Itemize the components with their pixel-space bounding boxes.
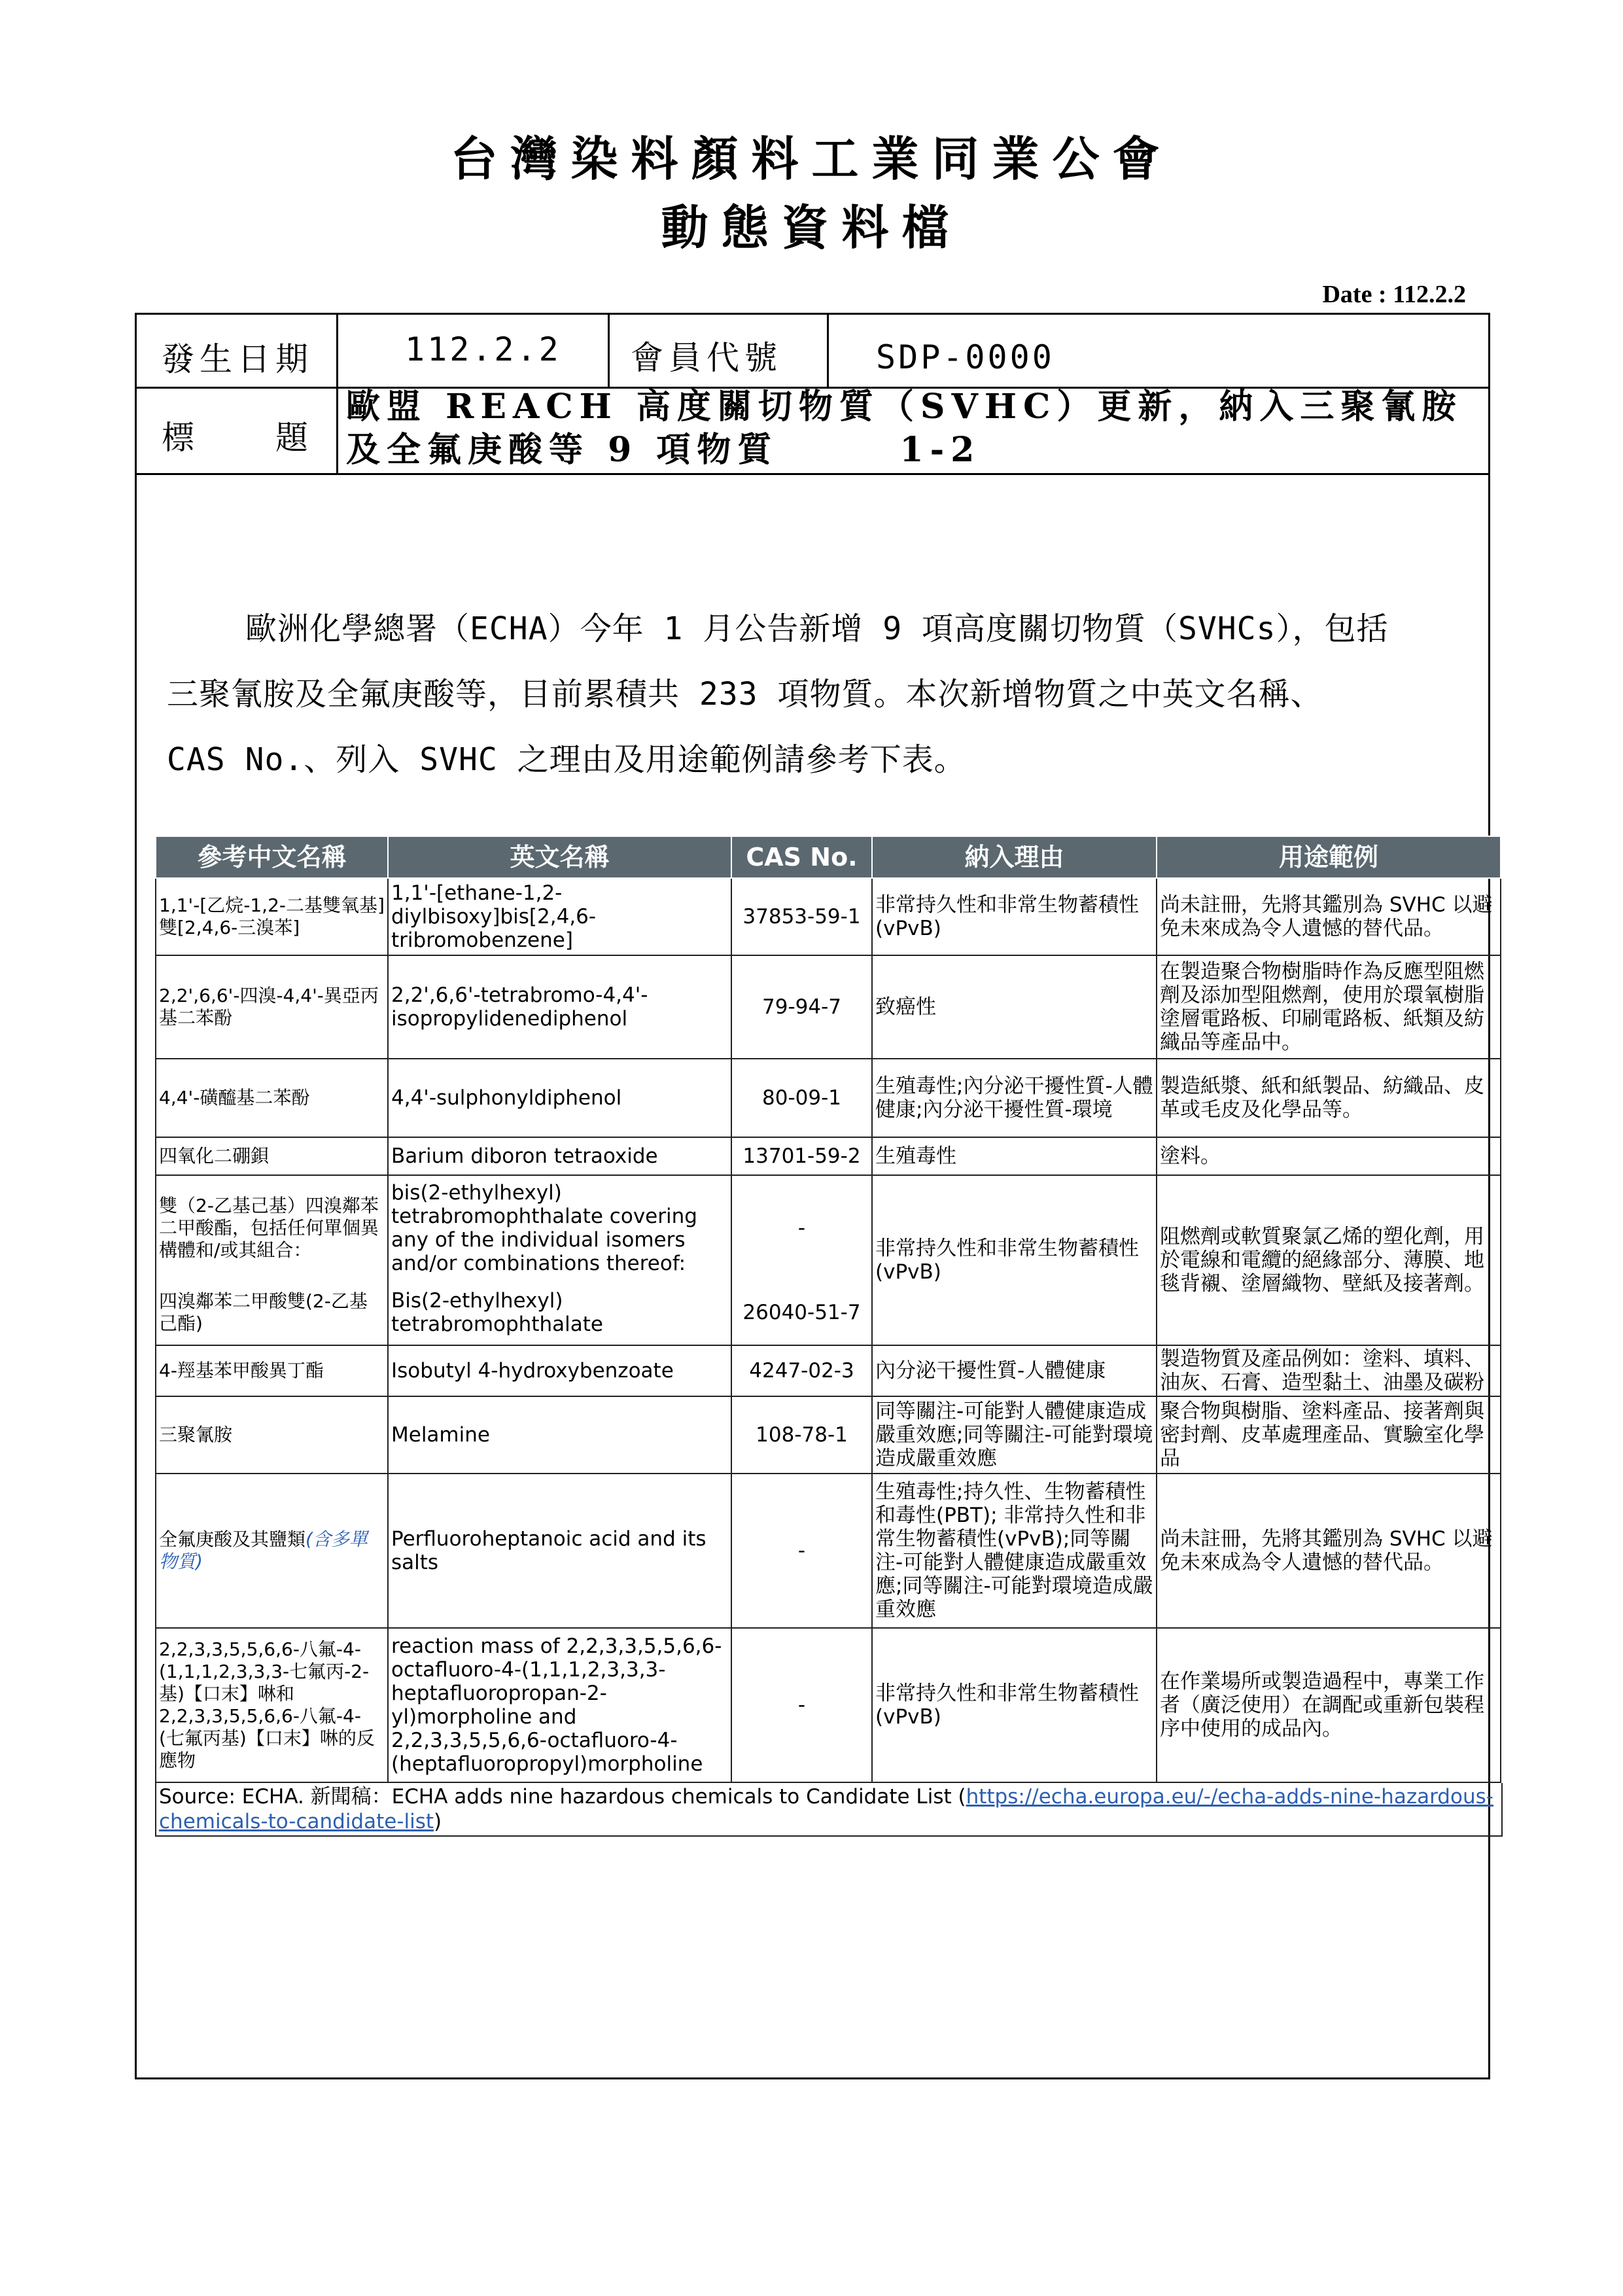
cell-zh: 四溴鄰苯二甲酸雙(2-乙基己酯)	[156, 1280, 388, 1345]
cell-zh: 4-羥基苯甲酸異丁酯	[156, 1345, 388, 1396]
cell-en: Perfluoroheptanoic acid and its salts	[388, 1474, 731, 1628]
table-row	[156, 955, 1501, 1059]
body-line-3: CAS No.、列入 SVHC 之理由及用途範例請參考下表。	[167, 741, 966, 778]
cell-reason: 內分泌干擾性質-人體健康	[872, 1345, 1157, 1396]
table-row	[156, 1396, 1501, 1474]
cell-use: 聚合物與樹脂、塗料產品、接著劑與密封劑、皮革處理產品、實驗室化學品	[1157, 1396, 1501, 1474]
source-link[interactable]: https://echa.europa.eu/-/echa-adds-nine-hazardous-chemicals-to-candidate-list	[159, 1785, 1493, 1833]
cell-zh: 四氧化二硼鋇	[156, 1137, 388, 1175]
divider	[336, 315, 338, 473]
cell-reason: 同等關注-可能對人體健康造成嚴重效應;同等關注-可能對環境造成嚴重效應	[872, 1396, 1157, 1474]
cell-en: bis(2-ethylhexyl) tetrabromophthalate covering any of the individual isomers and/or combinations thereof:	[388, 1175, 731, 1280]
subject-text	[346, 385, 1484, 472]
col-header-en: 英文名稱	[388, 836, 731, 878]
form-frame	[135, 313, 1493, 2079]
table-row	[156, 878, 1501, 955]
organization-title: 台灣染料顏料工業同業公會	[450, 131, 1173, 186]
cell-cas: 37853-59-1	[731, 878, 872, 955]
source-end: )	[434, 1810, 442, 1833]
divider	[827, 315, 829, 387]
cell-use: 尚未註冊，先將其鑑別為 SVHC 以避免未來成為令人遺憾的替代品。	[1157, 878, 1501, 955]
source-text: Source: ECHA. 新聞稿：ECHA adds nine hazardous chemicals to Candidate List (	[159, 1785, 966, 1809]
cell-zh: 2,2',6,6'-四溴-4,4'-異亞丙基二苯酚	[156, 955, 388, 1059]
col-header-cas: CAS No.	[731, 836, 872, 878]
cell-use: 在製造聚合物樹脂時作為反應型阻燃劑及添加型阻燃劑，使用於環氧樹脂塗層電路板、印刷電路板、紙類及紡織品等產品中。	[1157, 955, 1501, 1059]
table-row	[156, 1175, 1501, 1280]
cell-en: 1,1'-[ethane-1,2-diylbisoxy]bis[2,4,6-tribromobenzene]	[388, 878, 731, 955]
col-header-use: 用途範例	[1157, 836, 1501, 878]
cell-zh: 雙（2-乙基己基）四溴鄰苯二甲酸酯，包括任何單個異構體和/或其組合：	[156, 1175, 388, 1280]
cell-cas: 108-78-1	[731, 1396, 872, 1474]
body-line-2: 三聚氰胺及全氟庚酸等，目前累積共 233 項物質。本次新增物質之中英文名稱、	[167, 676, 1323, 713]
cell-cas: 13701-59-2	[731, 1137, 872, 1175]
body-line-1: 歐洲化學總署（ECHA）今年 1 月公告新增 9 項高度關切物質（SVHCs），包括	[245, 610, 1389, 647]
cell-en: Bis(2-ethylhexyl) tetrabromophthalate	[388, 1280, 731, 1345]
cell-reason: 生殖毒性	[872, 1137, 1157, 1175]
table-row	[156, 1628, 1501, 1782]
cell-use: 塗料。	[1157, 1137, 1501, 1175]
table-row	[156, 1474, 1501, 1628]
date-label: 發生日期	[162, 340, 313, 378]
table-row	[156, 1137, 1501, 1175]
table-row	[156, 1059, 1501, 1137]
cell-zh: 三聚氰胺	[156, 1396, 388, 1474]
svhc-table-figure	[155, 836, 1500, 1833]
divider	[137, 473, 1488, 475]
cell-reason: 非常持久性和非常生物蓄積性(vPvB)	[872, 878, 1157, 955]
cell-zh: 2,2,3,3,5,5,6,6-八氟-4-(1,1,1,2,3,3,3-七氟丙-2-基)【口末】啉和2,2,3,3,5,5,6,6-八氟-4-(七氟丙基)【口末】啉的反應物	[156, 1628, 388, 1782]
cell-en: 4,4'-sulphonyldiphenol	[388, 1059, 731, 1137]
cell-cas: 4247-02-3	[731, 1345, 872, 1396]
cell-en: Barium diboron tetraoxide	[388, 1137, 731, 1175]
document-title: 動態資料檔	[661, 200, 962, 255]
cell-cas: -	[731, 1175, 872, 1280]
cell-use: 在作業場所或製造過程中，專業工作者（廣泛使用）在調配或重新包裝程序中使用的成品內。	[1157, 1628, 1501, 1782]
table-row	[156, 1345, 1501, 1396]
cell-cas: 80-09-1	[731, 1059, 872, 1137]
body-paragraph	[167, 596, 1469, 792]
subject-line-1: 歐盟 REACH 高度關切物質（SVHC）更新，納入三聚氰胺	[346, 387, 1463, 427]
cell-use: 製造紙漿、紙和紙製品、紡織品、皮革或毛皮及化學品等。	[1157, 1059, 1501, 1137]
table-source	[155, 1783, 1503, 1837]
svhc-table	[155, 836, 1501, 1783]
cell-zh: 1,1'-[乙烷-1,2-二基雙氧基]雙[2,4,6-三溴苯]	[156, 878, 388, 955]
cell-zh-note: (含多單物質)	[159, 1528, 368, 1572]
date-value: 112.2.2	[405, 330, 561, 368]
subject-label: 標 題	[162, 419, 313, 457]
document-date: Date : 112.2.2	[1322, 281, 1466, 308]
cell-en: reaction mass of 2,2,3,3,5,5,6,6-octafluoro-4-(1,1,1,2,3,3,3-heptafluoropropan-2-yl)morpholine and 2,2,3,3,5,5,6,6-octafluoro-4-(heptafluoropropyl)morpholine	[388, 1628, 731, 1782]
cell-cas: 26040-51-7	[731, 1280, 872, 1345]
cell-zh	[156, 1474, 388, 1628]
cell-zh: 4,4'-磺醯基二苯酚	[156, 1059, 388, 1137]
cell-reason: 致癌性	[872, 955, 1157, 1059]
subject-line-2: 及全氟庚酸等 9 項物質 1-2	[346, 430, 981, 470]
cell-en: Isobutyl 4-hydroxybenzoate	[388, 1345, 731, 1396]
cell-use: 阻燃劑或軟質聚氯乙烯的塑化劑，用於電線和電纜的絕緣部分、薄膜、地毯背襯、塗層織物、壁紙及接著劑。	[1157, 1175, 1501, 1345]
cell-reason: 生殖毒性;內分泌干擾性質-人體健康;內分泌干擾性質-環境	[872, 1059, 1157, 1137]
cell-cas: 79-94-7	[731, 955, 872, 1059]
cell-reason: 生殖毒性;持久性、生物蓄積性和毒性(PBT); 非常持久性和非常生物蓄積性(vPvB);同等關注-可能對人體健康造成嚴重效應;同等關注-可能對環境造成嚴重效應	[872, 1474, 1157, 1628]
cell-cas: -	[731, 1628, 872, 1782]
member-label: 會員代號	[631, 339, 782, 377]
cell-en: 2,2',6,6'-tetrabromo-4,4'-isopropylidenediphenol	[388, 955, 731, 1059]
member-value: SDP-0000	[876, 338, 1055, 376]
col-header-reason: 納入理由	[872, 836, 1157, 878]
cell-zh-main: 全氟庚酸及其鹽類	[159, 1528, 306, 1550]
cell-reason: 非常持久性和非常生物蓄積性(vPvB)	[872, 1175, 1157, 1345]
cell-en: Melamine	[388, 1396, 731, 1474]
cell-reason: 非常持久性和非常生物蓄積性(vPvB)	[872, 1628, 1157, 1782]
col-header-zh: 參考中文名稱	[156, 836, 388, 878]
cell-use: 製造物質及產品例如：塗料、填料、油灰、石膏、造型黏土、油墨及碳粉	[1157, 1345, 1501, 1396]
cell-cas: -	[731, 1474, 872, 1628]
cell-use: 尚未註冊，先將其鑑別為 SVHC 以避免未來成為令人遺憾的替代品。	[1157, 1474, 1501, 1628]
divider	[608, 315, 610, 387]
